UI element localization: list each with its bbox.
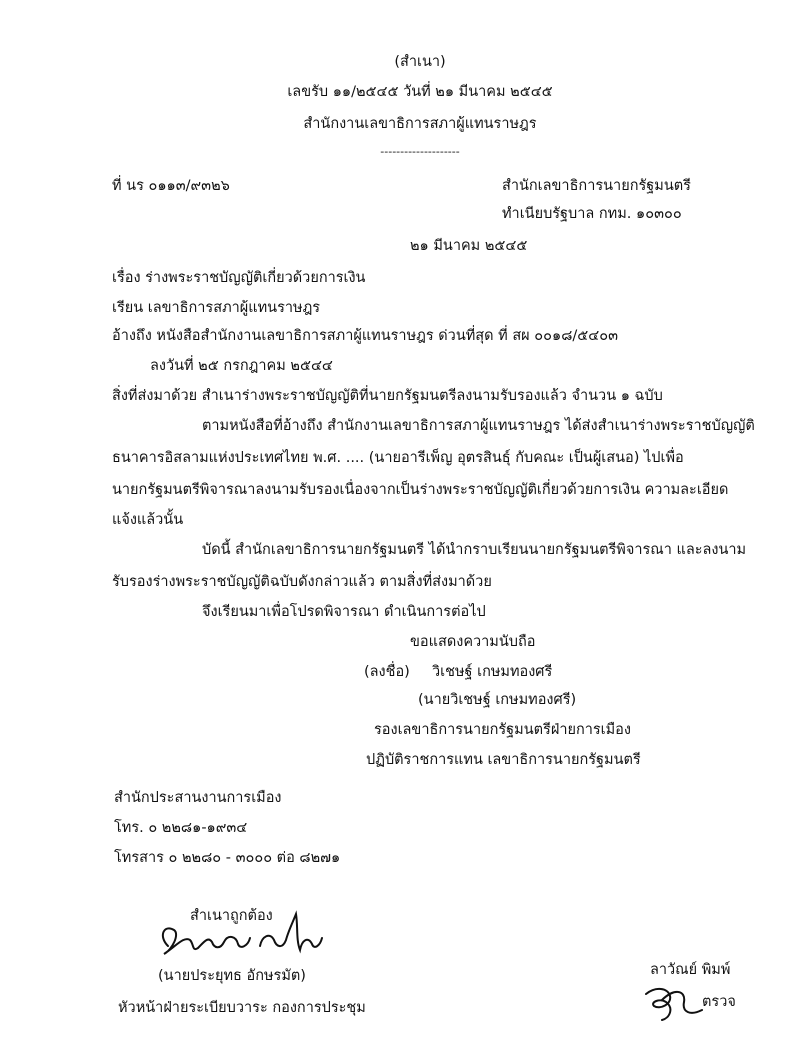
closing: ขอแสดงความนับถือ (410, 634, 536, 650)
body-line: แจ้งแล้วนั้น (112, 512, 184, 528)
signed-name: วิเชษฐ์ เกษมทองศรี (432, 664, 553, 680)
salutation-line: เรียน เลขาธิการสภาผู้แทนราษฎร (112, 300, 321, 316)
checker-label: ตรวจ (702, 994, 736, 1010)
sender-office: สำนักเลขาธิการนายกรัฐมนตรี (502, 178, 691, 194)
fax-number: โทรสาร ๐ ๒๒๘๐ - ๓๐๐๐ ต่อ ๘๒๗๑ (114, 850, 341, 866)
reference-number: ที่ นร ๐๑๑๓/๙๓๒๖ (112, 178, 230, 194)
department: สำนักประสานงานการเมือง (114, 790, 282, 806)
certified-copy-label: สำเนาถูกต้อง (190, 908, 273, 924)
sender-address: ทำเนียบรัฐบาล กทม. ๑๐๓๐๐ (502, 206, 682, 222)
position-title: รองเลขาธิการนายกรัฐมนตรีฝ่ายการเมือง (374, 722, 631, 738)
body-line: รับรองร่างพระราชบัญญัติฉบับดังกล่าวแล้ว ตามสิ่งที่ส่งมาด้วย (112, 574, 492, 590)
typist-label: ลาวัณย์ พิมพ์ (650, 962, 731, 978)
phone-number: โทร. ๐ ๒๒๘๑-๑๙๓๔ (114, 820, 248, 836)
body-line: นายกรัฐมนตรีพิจารณาลงนามรับรองเนื่องจากเป็นร่างพระราชบัญญัติเกี่ยวด้วยการเงิน ความละเอียด (112, 482, 729, 498)
copy-mark: (สำเนา) (394, 54, 446, 70)
checker-initials (640, 980, 710, 1024)
enclosure-line: สิ่งที่ส่งมาด้วย สำเนาร่างพระราชบัญญัติที่นายกรัฐมนตรีลงนามรับรองแล้ว จำนวน ๑ ฉบับ (112, 388, 663, 404)
letter-date: ๒๑ มีนาคม ๒๕๔๕ (410, 238, 528, 254)
reference-line: อ้างถึง หนังสือสำนักงานเลขาธิการสภาผู้แทนราษฎร ด่วนที่สุด ที่ สผ ๐๐๑๘/๕๔๐๓ (112, 328, 618, 344)
receiving-office: สำนักงานเลขาธิการสภาผู้แทนราษฎร (303, 116, 537, 132)
reference-date: ลงวันที่ ๒๕ กรกฎาคม ๒๕๔๔ (150, 358, 333, 374)
body-line: ธนาคารอิสลามแห่งประเทศไทย พ.ศ. .... (นายอารีเพ็ญ อุตรสินธุ์ กับคณะ เป็นผู้เสนอ) ไปเพื่อ (112, 450, 684, 466)
body-line: จึงเรียนมาเพื่อโปรดพิจารณา ดำเนินการต่อไป (202, 604, 486, 620)
divider-line: -------------------- (380, 145, 460, 158)
body-line: บัดนี้ สำนักเลขาธิการนายกรัฐมนตรี ได้นำกราบเรียนนายกรัฐมนตรีพิจารณา และลงนาม (202, 542, 747, 558)
body-line: ตามหนังสือที่อ้างถึง สำนักงานเลขาธิการสภาผู้แทนราษฎร ได้ส่งสำเนาร่างพระราชบัญญัติ (202, 418, 755, 434)
signed-label: (ลงชื่อ) (364, 664, 410, 680)
position-acting: ปฏิบัติราชการแทน เลขาธิการนายกรัฐมนตรี (366, 752, 641, 768)
certifier-signature (150, 906, 330, 966)
certifier-name: (นายประยุทธ อักษรมัต) (158, 968, 306, 984)
subject-line: เรื่อง ร่างพระราชบัญญัติเกี่ยวด้วยการเงิน (112, 270, 366, 286)
printed-name: (นายวิเชษฐ์ เกษมทองศรี) (418, 692, 577, 708)
receipt-line: เลขรับ ๑๑/๒๕๔๕ วันที่ ๒๑ มีนาคม ๒๕๔๕ (287, 84, 553, 100)
certifier-position: หัวหน้าฝ่ายระเบียบวาระ กองการประชุม (118, 1000, 366, 1016)
